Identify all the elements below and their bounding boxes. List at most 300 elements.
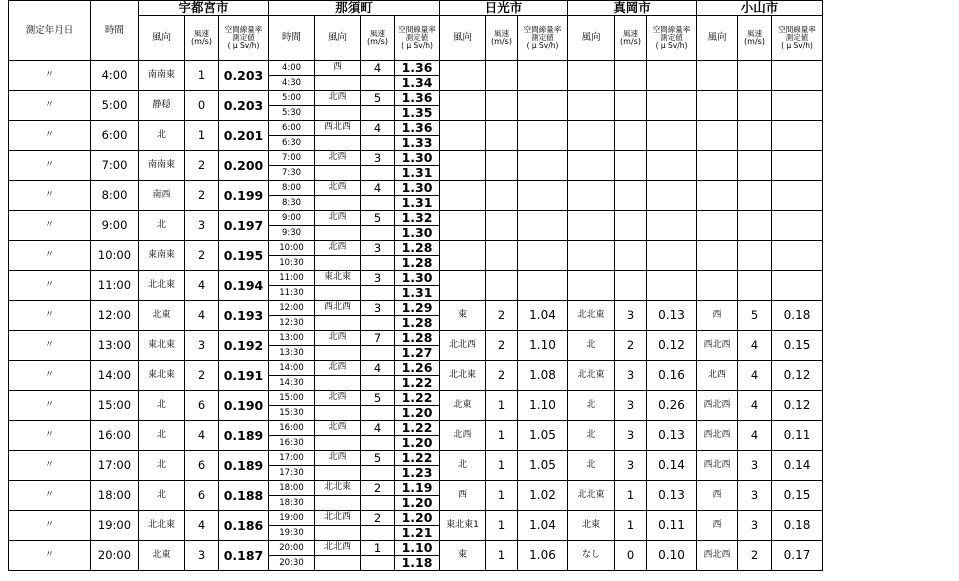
oyama-dose: 0.18 (772, 511, 823, 541)
moka-wind-speed: 3 (615, 361, 647, 391)
dose-unit-label: ( μ Sv/h) (526, 40, 559, 50)
dose-top-label: 空間線量率 (778, 25, 816, 35)
utsunomiya-wind-speed: 4 (185, 271, 219, 301)
time-cell: 10:00 (91, 241, 139, 271)
utsunomiya-wind-dir: 北 (139, 421, 185, 451)
utsunomiya-wind-speed: 0 (185, 91, 219, 121)
moka-dose: 0.16 (647, 361, 697, 391)
utsunomiya-dose: 0.200 (219, 151, 269, 181)
wind-speed-label: 風速 (747, 28, 762, 38)
nasu-dose-a: 1.30 (395, 271, 440, 286)
oyama-wind-speed: 4 (738, 331, 772, 361)
moka-wind-dir: 北 (568, 391, 615, 421)
nasu-time-b: 15:30 (269, 406, 315, 421)
oyama-wind-dir (697, 271, 738, 301)
utsunomiya-wind-dir: 東北東 (139, 331, 185, 361)
wind-speed-label: 風速 (194, 28, 209, 38)
nasu-wind-speed: 4 (361, 361, 395, 376)
oyama-wind-speed: 3 (738, 481, 772, 511)
utsunomiya-wind-dir: 北 (139, 451, 185, 481)
nasu-dose-a: 1.36 (395, 121, 440, 136)
oyama-wind-speed: 3 (738, 451, 772, 481)
utsunomiya-wind-dir: 北 (139, 391, 185, 421)
nasu-wind-speed-empty (361, 526, 395, 541)
nasu-dose-a: 1.26 (395, 361, 440, 376)
nikko-wind-speed: 1 (486, 421, 518, 451)
nikko-wind-dir (440, 241, 486, 271)
oyama-wind-dir (697, 61, 738, 91)
oyama-wind-dir (697, 91, 738, 121)
nasu-wind-speed-empty (361, 166, 395, 181)
date-cell: 〃 (9, 61, 91, 91)
nasu-dose-b: 1.35 (395, 106, 440, 121)
utsunomiya-dose: 0.190 (219, 391, 269, 421)
nasu-dose-a: 1.32 (395, 211, 440, 226)
moka-wind-dir: 北 (568, 451, 615, 481)
nikko-wind-dir: 北北東 (440, 361, 486, 391)
oyama-wind-speed (738, 211, 772, 241)
nikko-wind-speed (486, 151, 518, 181)
nasu-dose-b: 1.31 (395, 166, 440, 181)
oyama-dose (772, 211, 823, 241)
oyama-wind-dir: 西北西 (697, 421, 738, 451)
oyama-wind-dir: 西 (697, 481, 738, 511)
header-dose (647, 16, 697, 61)
header-wind-dir: 風向 (697, 16, 738, 61)
header-date: 測定年月日 (9, 1, 91, 61)
utsunomiya-wind-dir: 南南東 (139, 61, 185, 91)
moka-wind-dir: 北 (568, 331, 615, 361)
nasu-wind-speed-empty (361, 496, 395, 511)
utsunomiya-wind-speed: 6 (185, 481, 219, 511)
nasu-wind-speed: 4 (361, 121, 395, 136)
nikko-wind-speed: 1 (486, 451, 518, 481)
nasu-dose-a: 1.29 (395, 301, 440, 316)
header-dose (219, 16, 269, 61)
nasu-dose-a: 1.28 (395, 241, 440, 256)
moka-dose (647, 241, 697, 271)
utsunomiya-wind-speed: 3 (185, 211, 219, 241)
moka-wind-speed (615, 61, 647, 91)
utsunomiya-wind-speed: 6 (185, 451, 219, 481)
utsunomiya-wind-dir: 南西 (139, 181, 185, 211)
moka-wind-speed (615, 151, 647, 181)
nikko-wind-dir (440, 271, 486, 301)
nikko-wind-speed: 1 (486, 541, 518, 571)
moka-dose: 0.13 (647, 301, 697, 331)
moka-wind-speed (615, 181, 647, 211)
nasu-wind-dir: 北北西 (315, 541, 361, 556)
nikko-wind-speed: 2 (486, 331, 518, 361)
moka-wind-speed (615, 271, 647, 301)
moka-wind-dir: 北 (568, 421, 615, 451)
nikko-wind-dir: 北西 (440, 421, 486, 451)
utsunomiya-wind-speed: 2 (185, 181, 219, 211)
nasu-wind-speed: 3 (361, 271, 395, 286)
nasu-wind-speed-empty (361, 316, 395, 331)
moka-wind-speed: 3 (615, 451, 647, 481)
nikko-dose: 1.02 (518, 481, 568, 511)
date-cell: 〃 (9, 121, 91, 151)
utsunomiya-wind-speed: 2 (185, 151, 219, 181)
nasu-wind-dir-empty (315, 166, 361, 181)
oyama-wind-speed: 4 (738, 421, 772, 451)
date-cell: 〃 (9, 451, 91, 481)
nasu-wind-speed-empty (361, 256, 395, 271)
utsunomiya-dose: 0.189 (219, 451, 269, 481)
nikko-dose (518, 241, 568, 271)
nasu-wind-dir-empty (315, 346, 361, 361)
nasu-time-a: 9:00 (269, 211, 315, 226)
nasu-dose-b: 1.30 (395, 226, 440, 241)
utsunomiya-wind-dir: 東北東 (139, 361, 185, 391)
nikko-wind-dir: 東 (440, 541, 486, 571)
utsunomiya-dose: 0.187 (219, 541, 269, 571)
nasu-wind-speed: 3 (361, 151, 395, 166)
header-dose (395, 16, 440, 61)
nasu-dose-b: 1.28 (395, 256, 440, 271)
moka-wind-dir (568, 181, 615, 211)
utsunomiya-wind-dir: 静穏 (139, 91, 185, 121)
time-cell: 4:00 (91, 61, 139, 91)
oyama-wind-speed (738, 121, 772, 151)
nasu-dose-b: 1.31 (395, 286, 440, 301)
date-cell: 〃 (9, 391, 91, 421)
dose-top-label: 空間線量率 (224, 25, 263, 35)
moka-wind-speed: 3 (615, 421, 647, 451)
nasu-time-b: 16:30 (269, 436, 315, 451)
speed-unit-label: (m/s) (620, 36, 641, 46)
nasu-dose-a: 1.10 (395, 541, 440, 556)
dose-unit-label: ( μ Sv/h) (655, 40, 688, 50)
moka-dose: 0.14 (647, 451, 697, 481)
time-cell: 5:00 (91, 91, 139, 121)
moka-wind-dir: 北東 (568, 511, 615, 541)
dose-unit-label: ( μ Sv/h) (781, 40, 813, 50)
moka-dose (647, 61, 697, 91)
oyama-dose (772, 121, 823, 151)
nasu-dose-b: 1.18 (395, 556, 440, 571)
header-dose (518, 16, 568, 61)
nasu-wind-dir: 北西 (315, 181, 361, 196)
nasu-wind-dir-empty (315, 436, 361, 451)
nasu-wind-speed: 7 (361, 331, 395, 346)
moka-wind-dir: 北北東 (568, 301, 615, 331)
moka-dose: 0.12 (647, 331, 697, 361)
utsunomiya-wind-dir: 北 (139, 481, 185, 511)
nikko-wind-dir (440, 211, 486, 241)
data-sheet-viewport (8, 0, 843, 581)
header-wind-dir: 風向 (440, 16, 486, 61)
oyama-wind-speed (738, 181, 772, 211)
city-nasu: 那須町 (269, 1, 440, 16)
date-cell: 〃 (9, 331, 91, 361)
header-wind-speed (615, 16, 647, 61)
nasu-wind-dir: 西 (315, 61, 361, 76)
nasu-time-a: 14:00 (269, 361, 315, 376)
nasu-time-b: 8:30 (269, 196, 315, 211)
header-wind-speed (361, 16, 395, 61)
nasu-wind-dir: 北北西 (315, 511, 361, 526)
moka-wind-speed: 1 (615, 511, 647, 541)
nasu-dose-b: 1.20 (395, 406, 440, 421)
header-wind-speed (185, 16, 219, 61)
oyama-wind-dir: 西北西 (697, 391, 738, 421)
utsunomiya-dose: 0.191 (219, 361, 269, 391)
nikko-wind-speed (486, 211, 518, 241)
date-cell: 〃 (9, 181, 91, 211)
nikko-dose: 1.05 (518, 451, 568, 481)
dose-mid-label: 測定値 (531, 33, 554, 43)
nasu-wind-dir-empty (315, 76, 361, 91)
date-cell: 〃 (9, 421, 91, 451)
nikko-wind-speed (486, 271, 518, 301)
city-moka: 真岡市 (568, 1, 697, 16)
speed-unit-label: (m/s) (191, 36, 212, 46)
date-cell: 〃 (9, 361, 91, 391)
nasu-wind-dir: 北西 (315, 331, 361, 346)
oyama-dose (772, 271, 823, 301)
nikko-wind-speed (486, 241, 518, 271)
utsunomiya-wind-dir: 北東 (139, 541, 185, 571)
moka-dose (647, 211, 697, 241)
moka-wind-speed: 0 (615, 541, 647, 571)
nikko-wind-speed (486, 181, 518, 211)
nasu-wind-speed: 3 (361, 241, 395, 256)
utsunomiya-dose: 0.193 (219, 301, 269, 331)
nikko-dose: 1.06 (518, 541, 568, 571)
utsunomiya-dose: 0.186 (219, 511, 269, 541)
time-cell: 20:00 (91, 541, 139, 571)
moka-wind-speed: 2 (615, 331, 647, 361)
nasu-dose-b: 1.28 (395, 316, 440, 331)
moka-dose (647, 181, 697, 211)
nikko-dose: 1.04 (518, 301, 568, 331)
nasu-wind-dir-empty (315, 256, 361, 271)
nasu-time-b: 17:30 (269, 466, 315, 481)
nasu-wind-dir-empty (315, 196, 361, 211)
city-nikko: 日光市 (440, 1, 568, 16)
oyama-dose: 0.17 (772, 541, 823, 571)
nasu-wind-dir: 北西 (315, 211, 361, 226)
nasu-dose-b: 1.34 (395, 76, 440, 91)
nasu-dose-b: 1.20 (395, 436, 440, 451)
nasu-dose-a: 1.20 (395, 511, 440, 526)
utsunomiya-dose: 0.203 (219, 91, 269, 121)
nasu-wind-dir-empty (315, 466, 361, 481)
moka-dose (647, 151, 697, 181)
speed-unit-label: (m/s) (744, 36, 765, 46)
moka-dose: 0.26 (647, 391, 697, 421)
nasu-wind-dir: 西北西 (315, 301, 361, 316)
oyama-wind-dir: 西北西 (697, 451, 738, 481)
moka-wind-speed (615, 241, 647, 271)
city-utsunomiya: 宇都宮市 (139, 1, 269, 16)
utsunomiya-wind-speed: 2 (185, 361, 219, 391)
nasu-wind-dir: 北西 (315, 151, 361, 166)
nasu-dose-b: 1.27 (395, 346, 440, 361)
oyama-wind-speed (738, 91, 772, 121)
nasu-wind-speed: 4 (361, 61, 395, 76)
oyama-wind-dir: 西北西 (697, 331, 738, 361)
time-cell: 9:00 (91, 211, 139, 241)
moka-wind-dir (568, 271, 615, 301)
time-cell: 18:00 (91, 481, 139, 511)
date-cell: 〃 (9, 211, 91, 241)
nikko-dose (518, 271, 568, 301)
utsunomiya-wind-dir: 北 (139, 211, 185, 241)
moka-wind-speed: 1 (615, 481, 647, 511)
moka-wind-speed (615, 121, 647, 151)
date-cell: 〃 (9, 271, 91, 301)
speed-unit-label: (m/s) (491, 36, 512, 46)
oyama-dose (772, 61, 823, 91)
header-time: 時間 (91, 1, 139, 61)
date-cell: 〃 (9, 511, 91, 541)
moka-dose (647, 91, 697, 121)
utsunomiya-wind-dir: 北北東 (139, 511, 185, 541)
utsunomiya-wind-speed: 6 (185, 391, 219, 421)
nikko-dose (518, 91, 568, 121)
nikko-wind-speed: 1 (486, 481, 518, 511)
utsunomiya-wind-speed: 4 (185, 301, 219, 331)
utsunomiya-wind-dir: 北北東 (139, 271, 185, 301)
nasu-dose-b: 1.23 (395, 466, 440, 481)
utsunomiya-dose: 0.201 (219, 121, 269, 151)
nikko-wind-speed (486, 121, 518, 151)
date-cell: 〃 (9, 481, 91, 511)
nasu-wind-dir-empty (315, 316, 361, 331)
nasu-wind-speed-empty (361, 556, 395, 571)
nasu-time-a: 11:00 (269, 271, 315, 286)
moka-wind-speed (615, 211, 647, 241)
oyama-dose: 0.15 (772, 481, 823, 511)
nasu-wind-dir-empty (315, 226, 361, 241)
nikko-wind-speed: 2 (486, 301, 518, 331)
oyama-wind-dir (697, 241, 738, 271)
oyama-dose (772, 151, 823, 181)
moka-wind-speed (615, 91, 647, 121)
oyama-wind-dir (697, 211, 738, 241)
nikko-dose (518, 61, 568, 91)
time-cell: 8:00 (91, 181, 139, 211)
time-cell: 19:00 (91, 511, 139, 541)
oyama-wind-speed: 3 (738, 511, 772, 541)
nasu-wind-speed: 4 (361, 421, 395, 436)
nasu-time-a: 15:00 (269, 391, 315, 406)
nikko-wind-speed (486, 61, 518, 91)
date-cell: 〃 (9, 241, 91, 271)
nasu-wind-dir-empty (315, 496, 361, 511)
date-cell: 〃 (9, 301, 91, 331)
nasu-time-a: 8:00 (269, 181, 315, 196)
utsunomiya-wind-dir: 北 (139, 121, 185, 151)
moka-wind-dir: 北北東 (568, 481, 615, 511)
nasu-wind-speed-empty (361, 406, 395, 421)
moka-wind-dir (568, 151, 615, 181)
nikko-dose (518, 121, 568, 151)
nasu-wind-speed-empty (361, 136, 395, 151)
oyama-wind-dir: 西北西 (697, 541, 738, 571)
nikko-dose: 1.10 (518, 331, 568, 361)
utsunomiya-dose: 0.199 (219, 181, 269, 211)
nasu-time-a: 6:00 (269, 121, 315, 136)
moka-wind-speed: 3 (615, 301, 647, 331)
moka-wind-dir: なし (568, 541, 615, 571)
nasu-time-a: 5:00 (269, 91, 315, 106)
nikko-wind-dir: 北北西 (440, 331, 486, 361)
wind-speed-label: 風速 (370, 28, 385, 38)
nikko-wind-dir: 北東 (440, 391, 486, 421)
nasu-time-a: 19:00 (269, 511, 315, 526)
nasu-time-b: 5:30 (269, 106, 315, 121)
utsunomiya-dose: 0.195 (219, 241, 269, 271)
nasu-wind-speed: 1 (361, 541, 395, 556)
nasu-wind-dir-empty (315, 376, 361, 391)
moka-wind-dir (568, 211, 615, 241)
dose-mid-label: 測定値 (232, 33, 255, 43)
time-cell: 15:00 (91, 391, 139, 421)
nasu-wind-speed-empty (361, 226, 395, 241)
nasu-time-a: 16:00 (269, 421, 315, 436)
nasu-dose-b: 1.22 (395, 376, 440, 391)
wind-speed-label: 風速 (494, 28, 509, 38)
utsunomiya-wind-dir: 北東 (139, 301, 185, 331)
header-wind-speed (486, 16, 518, 61)
moka-wind-dir: 北北東 (568, 361, 615, 391)
oyama-wind-dir: 西 (697, 511, 738, 541)
utsunomiya-wind-speed: 2 (185, 241, 219, 271)
time-cell: 11:00 (91, 271, 139, 301)
nikko-dose (518, 211, 568, 241)
oyama-wind-speed (738, 61, 772, 91)
oyama-wind-speed (738, 241, 772, 271)
nasu-dose-a: 1.22 (395, 451, 440, 466)
moka-dose: 0.11 (647, 511, 697, 541)
oyama-wind-dir (697, 151, 738, 181)
nasu-wind-speed-empty (361, 346, 395, 361)
header-sub-time: 時間 (269, 16, 315, 61)
nasu-dose-a: 1.36 (395, 61, 440, 76)
moka-dose: 0.13 (647, 481, 697, 511)
oyama-wind-dir (697, 121, 738, 151)
oyama-wind-speed: 4 (738, 391, 772, 421)
nasu-wind-speed-empty (361, 466, 395, 481)
nasu-wind-dir-empty (315, 106, 361, 121)
nasu-time-a: 20:00 (269, 541, 315, 556)
moka-wind-dir (568, 91, 615, 121)
moka-wind-speed: 3 (615, 391, 647, 421)
utsunomiya-dose: 0.194 (219, 271, 269, 301)
nikko-dose: 1.08 (518, 361, 568, 391)
nasu-dose-a: 1.30 (395, 151, 440, 166)
oyama-dose: 0.14 (772, 451, 823, 481)
nasu-wind-speed: 5 (361, 391, 395, 406)
moka-wind-dir (568, 61, 615, 91)
oyama-wind-dir: 北西 (697, 361, 738, 391)
nasu-dose-a: 1.30 (395, 181, 440, 196)
nikko-wind-dir (440, 181, 486, 211)
nasu-wind-speed-empty (361, 436, 395, 451)
nasu-wind-speed-empty (361, 376, 395, 391)
nasu-wind-dir: 西北西 (315, 121, 361, 136)
time-cell: 12:00 (91, 301, 139, 331)
utsunomiya-wind-speed: 4 (185, 511, 219, 541)
nasu-dose-b: 1.20 (395, 496, 440, 511)
utsunomiya-wind-speed: 4 (185, 421, 219, 451)
utsunomiya-wind-speed: 3 (185, 541, 219, 571)
nasu-wind-dir: 北北東 (315, 481, 361, 496)
